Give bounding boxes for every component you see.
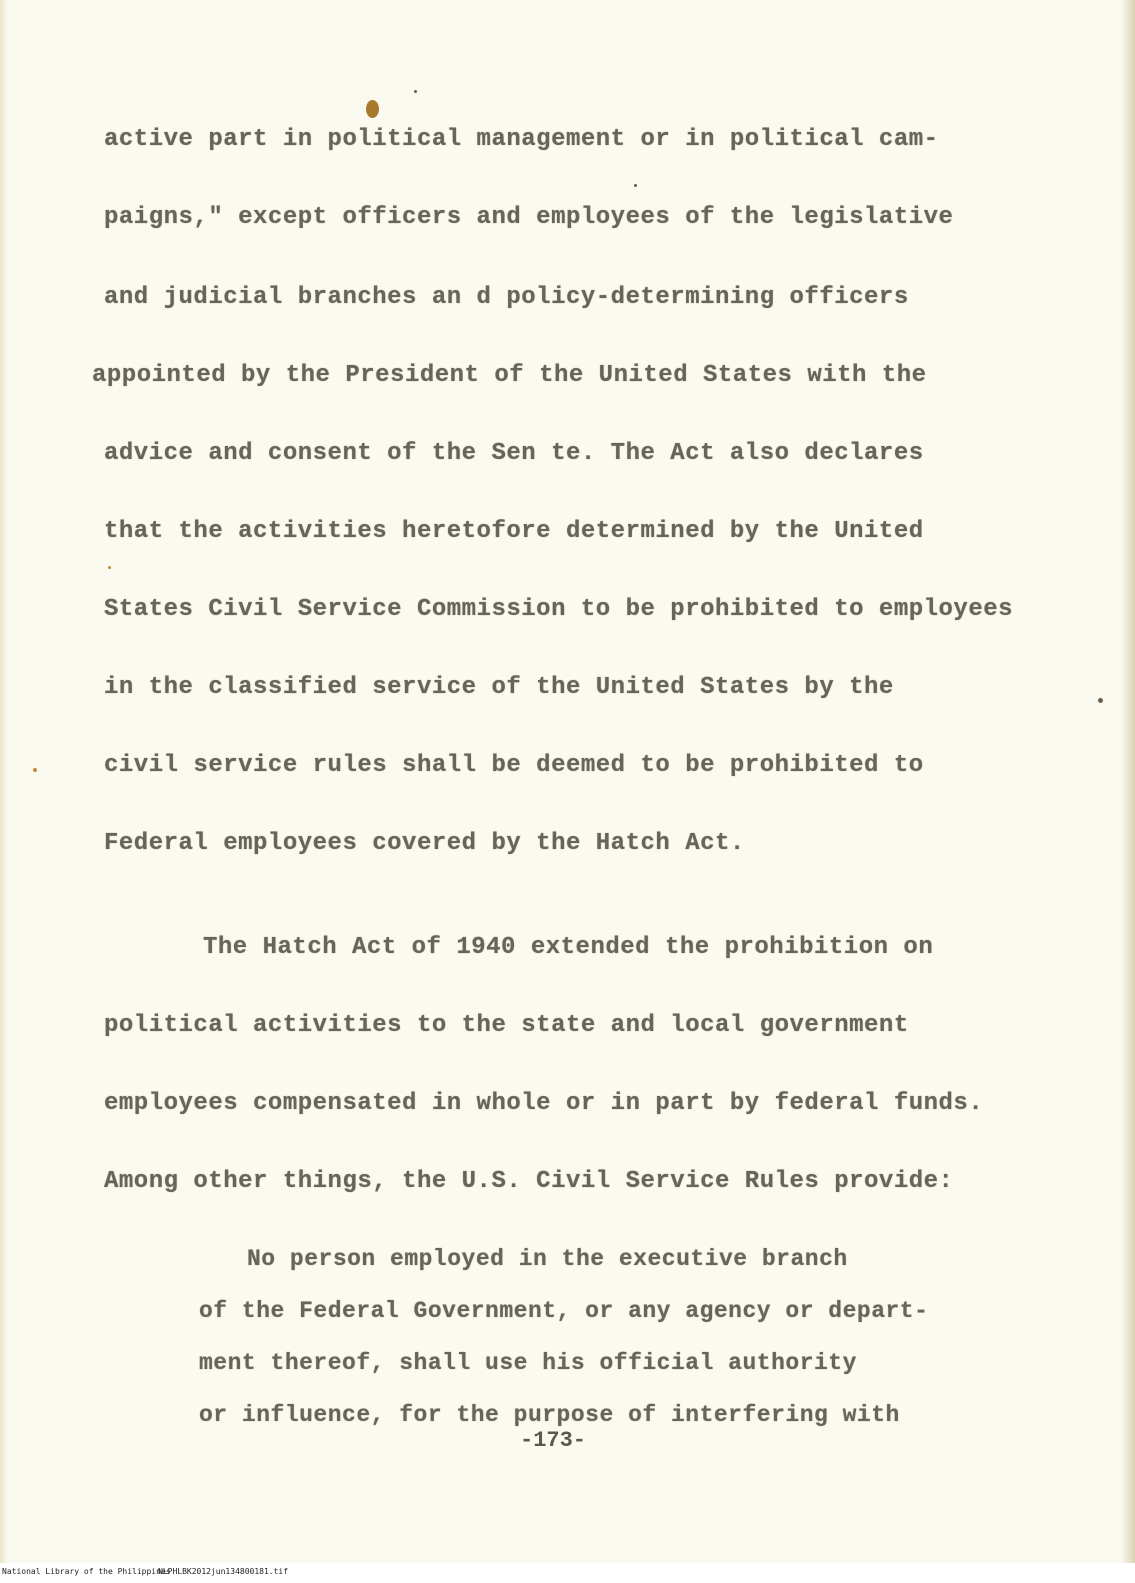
dust-speck bbox=[33, 768, 37, 772]
text-line: advice and consent of the Sen te. The Act also declares bbox=[104, 440, 924, 467]
quote-line: of the Federal Government, or any agency or depart- bbox=[199, 1298, 929, 1324]
text-line: Federal employees covered by the Hatch Act. bbox=[104, 830, 745, 857]
dust-speck bbox=[634, 184, 637, 187]
text-line: Among other things, the U.S. Civil Service Rules provide: bbox=[104, 1168, 954, 1195]
quote-line: No person employed in the executive branch bbox=[247, 1246, 848, 1272]
text-line: in the classified service of the United States by the bbox=[104, 674, 894, 701]
text-line: that the activities heretofore determined by the United bbox=[104, 518, 924, 545]
text-line: political activities to the state and local government bbox=[104, 1012, 909, 1039]
text-line: States Civil Service Commission to be prohibited to employees bbox=[104, 596, 1014, 623]
paper-edge-left bbox=[0, 0, 8, 1583]
dust-speck bbox=[108, 566, 111, 569]
paper-edge-right bbox=[1121, 0, 1135, 1583]
dust-speck bbox=[1098, 698, 1103, 703]
quote-line: ment thereof, shall use his official authority bbox=[199, 1350, 857, 1376]
footer-filename: NLPHLBK2012jun134800181.tif bbox=[158, 1567, 289, 1576]
scan-footer bbox=[0, 1563, 1135, 1583]
text-line: The Hatch Act of 1940 extended the prohibition on bbox=[203, 934, 934, 961]
page-number: -173- bbox=[520, 1428, 587, 1453]
dust-speck bbox=[414, 90, 417, 93]
footer-library: National Library of the Philippines bbox=[2, 1567, 171, 1576]
text-line: paigns," except officers and employees of the legislative bbox=[104, 204, 954, 231]
text-line: appointed by the President of the United States with the bbox=[92, 362, 927, 389]
text-line: active part in political management or in political cam- bbox=[104, 126, 939, 153]
ink-stain bbox=[366, 100, 379, 118]
text-line: employees compensated in whole or in part by federal funds. bbox=[104, 1090, 984, 1117]
text-line: civil service rules shall be deemed to be prohibited to bbox=[104, 752, 924, 779]
text-line: and judicial branches an d policy-determining officers bbox=[104, 284, 909, 311]
quote-line: or influence, for the purpose of interfering with bbox=[199, 1402, 900, 1428]
